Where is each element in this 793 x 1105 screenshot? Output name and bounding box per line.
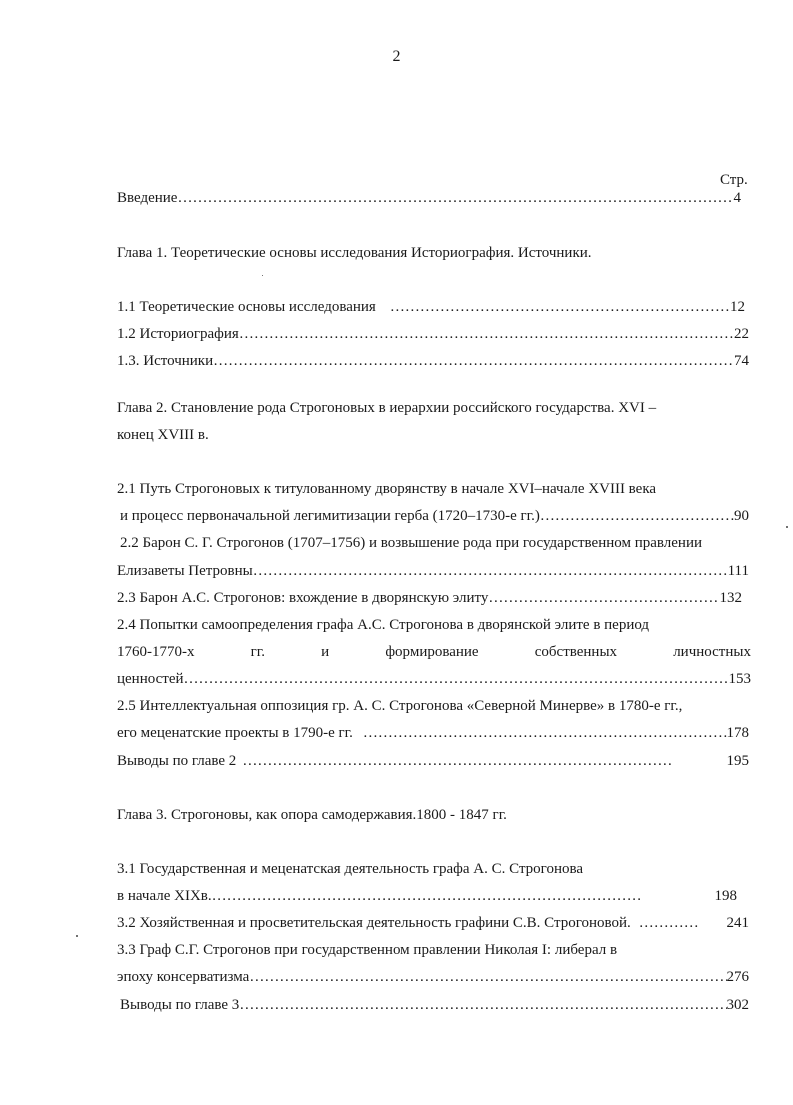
toc-entry-3-1-line1[interactable]: 3.1 Государственная и меценатская деятельность графа А. С. Строгонова	[117, 861, 584, 877]
toc-entry-2-1-line1[interactable]: 2.1 Путь Строгоновых к титулованному дворянству в начале XVI–начале XVIII века	[117, 481, 657, 497]
toc-entry-text: эпоху консерватизма	[117, 969, 250, 985]
toc-entry-chapter-3-conclusions[interactable]	[120, 995, 749, 1015]
toc-entry-2-5[interactable]	[117, 723, 749, 743]
dot-leader	[639, 913, 699, 933]
toc-entry-page: 153	[728, 671, 751, 687]
chapter-1-heading[interactable]: Глава 1. Теоретические основы исследования Историография. Источники.	[117, 245, 592, 261]
chapter-2-heading-line1[interactable]: Глава 2. Становление рода Строгоновых в иерархии российского государства. XVI –	[117, 400, 657, 416]
scan-speck	[76, 935, 78, 937]
dot-leader	[212, 886, 642, 906]
justified-word: 1760-1770-х	[117, 644, 195, 660]
justified-word: и	[321, 644, 330, 660]
toc-entry-1-1[interactable]	[117, 297, 745, 317]
toc-entry-text: в начале XIXв.	[117, 888, 212, 904]
dot-leader	[239, 324, 734, 344]
justified-word: формирование	[385, 644, 479, 660]
toc-entry-page: 195	[726, 753, 749, 769]
dot-leader	[177, 188, 733, 208]
toc-entry-page: 198	[714, 888, 737, 904]
toc-entry-page: 241	[726, 915, 749, 931]
toc-entry-page: 74	[734, 353, 749, 369]
toc-entry-introduction[interactable]	[117, 188, 741, 208]
dot-leader	[390, 297, 730, 317]
toc-entry-3-3-line1[interactable]: 3.3 Граф С.Г. Строгонов при государственном правлении Николая I: либерал в	[117, 942, 618, 958]
justified-word: личностных	[673, 644, 751, 660]
toc-entry-text: Введение	[117, 190, 178, 206]
scan-speck	[262, 275, 263, 276]
dot-leader	[213, 351, 734, 371]
toc-entry-page: 22	[734, 326, 749, 342]
dot-leader	[184, 669, 729, 689]
chapter-3-heading[interactable]: Глава 3. Строгоновы, как опора самодержавия.1800 - 1847 гг.	[117, 807, 507, 823]
toc-entry-chapter-2-conclusions[interactable]	[117, 751, 749, 771]
toc-entry-page: 178	[726, 725, 749, 741]
dot-leader	[363, 723, 727, 743]
dot-leader	[540, 506, 734, 526]
toc-entry-text: 1.1 Теоретические основы исследования	[117, 299, 376, 315]
toc-entry-3-1[interactable]	[117, 886, 737, 906]
page-column-label: Стр.	[720, 172, 748, 188]
toc-entry-page: 90	[734, 508, 749, 524]
toc-entry-page: 132	[719, 590, 742, 606]
toc-entry-text: 2.3 Барон А.С. Строгонов: вхождение в дворянскую элиту	[117, 590, 489, 606]
toc-entry-2-2-line1[interactable]: 2.2 Барон С. Г. Строгонов (1707–1756) и возвышение рода при государственном правлении	[120, 535, 703, 551]
toc-entry-page: 276	[726, 969, 749, 985]
scan-speck	[786, 526, 788, 528]
justified-word: собственных	[534, 644, 618, 660]
toc-entry-text: 1.3. Источники	[117, 353, 214, 369]
chapter-2-heading-line2: конец XVIII в.	[117, 427, 209, 443]
justified-word: гг.	[250, 644, 266, 660]
dot-leader	[249, 967, 726, 987]
dot-leader	[239, 995, 726, 1015]
page-number: 2	[392, 48, 401, 65]
toc-entry-text: и процесс первоначальной легимитизации герба (1720–1730-е гг.)	[120, 508, 540, 524]
toc-entry-2-2[interactable]	[117, 561, 749, 581]
toc-entry-page: 111	[727, 563, 749, 579]
toc-entry-1-2[interactable]	[117, 324, 749, 344]
toc-entry-3-2[interactable]	[117, 913, 749, 933]
toc-entry-2-5-line1[interactable]: 2.5 Интеллектуальная оппозиция гр. А. С. Строгонова «Северной Минерве» в 1780-е гг.,	[117, 698, 683, 714]
toc-entry-2-4-line2	[117, 642, 751, 662]
toc-entry-page: 302	[726, 997, 749, 1013]
toc-entry-page: 12	[730, 299, 745, 315]
toc-entry-text: его меценатские проекты в 1790-е гг.	[117, 725, 353, 741]
toc-entry-text: 3.2 Хозяйственная и просветительская деятельность графини С.В. Строгоновой.	[117, 915, 631, 931]
toc-entry-text: ценностей	[117, 671, 184, 687]
dot-leader	[253, 561, 728, 581]
toc-entry-text: Выводы по главе 2	[117, 753, 237, 769]
dot-leader	[488, 588, 719, 608]
toc-entry-2-4-line1[interactable]: 2.4 Попытки самоопределения графа А.С. Строгонова в дворянской элите в период	[117, 617, 650, 633]
toc-entry-1-3[interactable]	[117, 351, 749, 371]
toc-entry-2-3[interactable]	[117, 588, 742, 608]
toc-entry-2-1[interactable]	[120, 506, 749, 526]
toc-entry-2-4[interactable]	[117, 669, 751, 689]
toc-entry-3-3[interactable]	[117, 967, 749, 987]
toc-entry-text: Елизаветы Петровны	[117, 563, 253, 579]
toc-entry-page: 4	[733, 190, 741, 206]
toc-entry-text: 1.2 Историография	[117, 326, 239, 342]
dot-leader	[242, 751, 674, 771]
toc-entry-text: Выводы по главе 3	[120, 997, 240, 1013]
